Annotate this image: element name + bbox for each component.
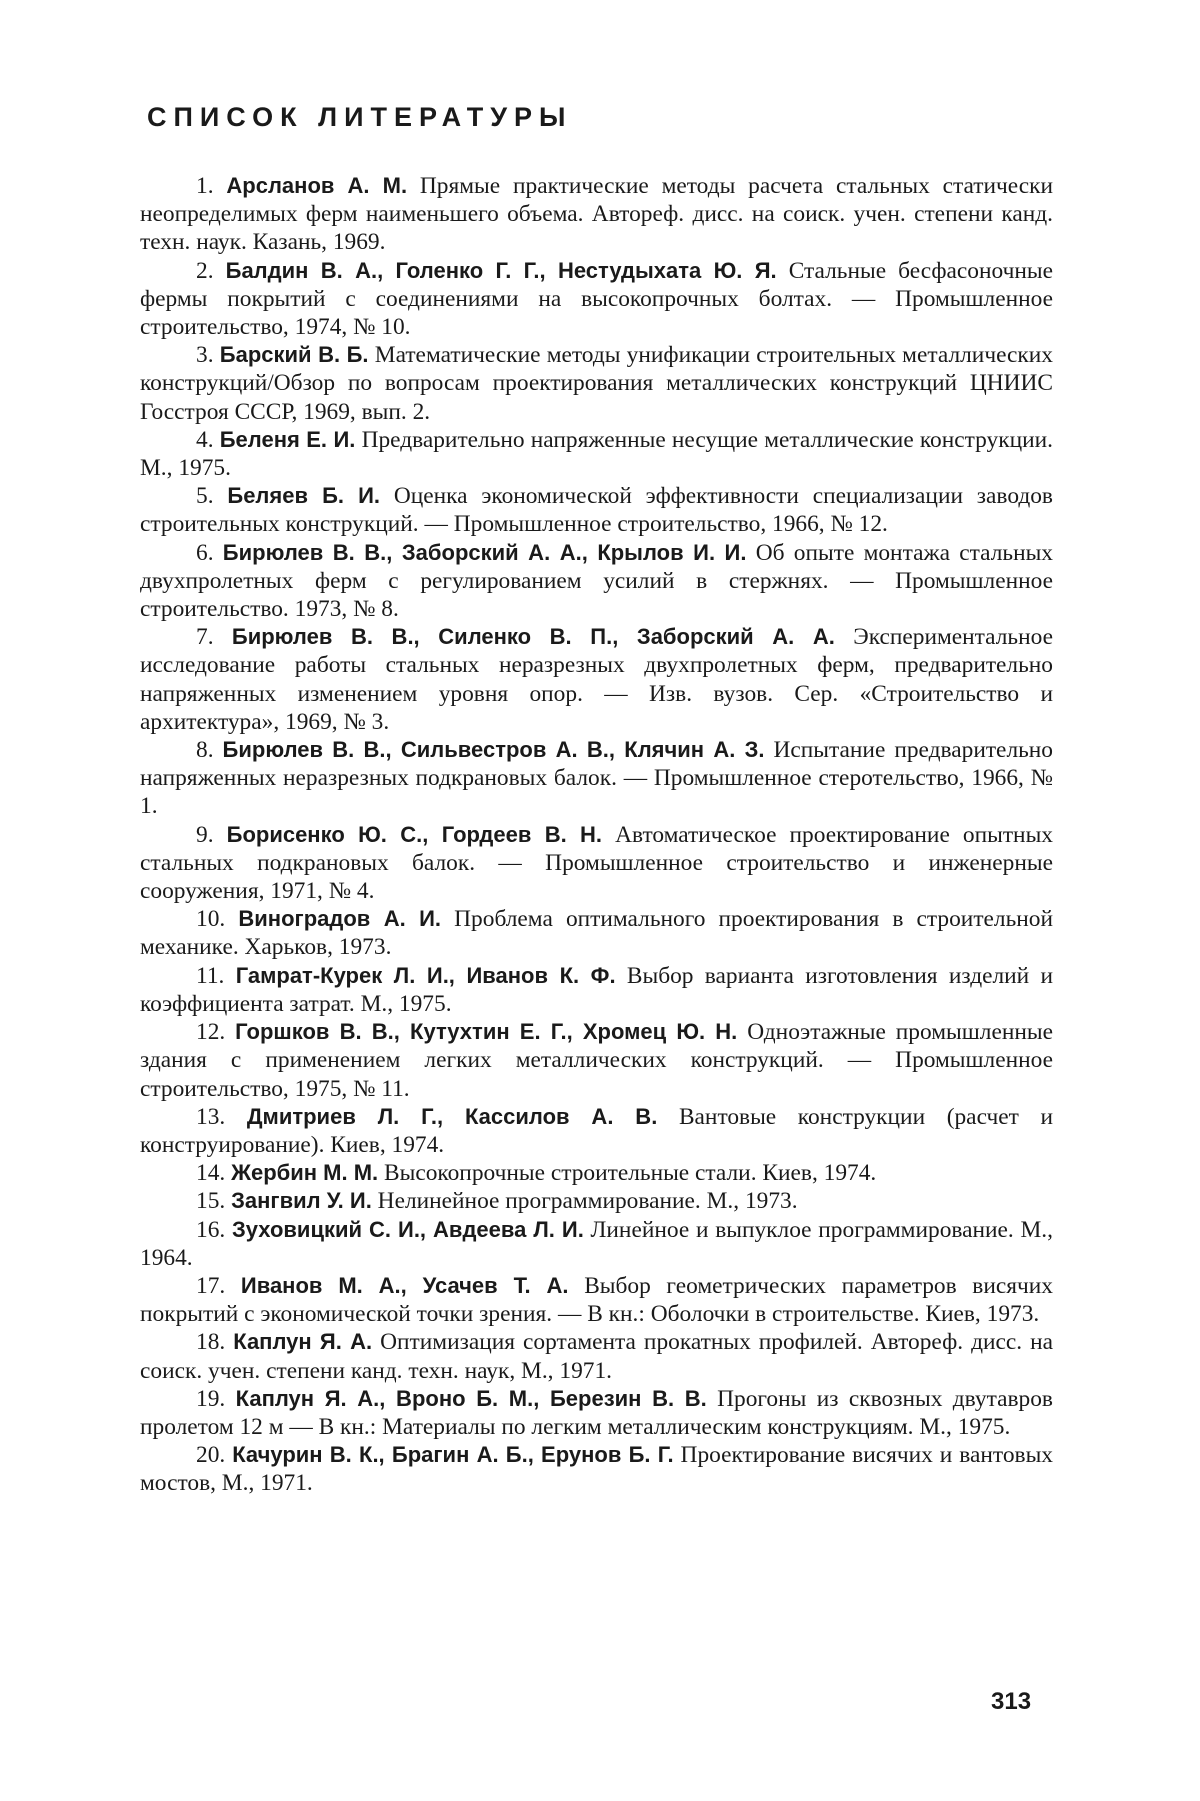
reference-number: 9. xyxy=(196,821,214,848)
reference-item xyxy=(140,1441,1053,1497)
reference-authors: Горшков В. В., Кутухтин Е. Г., Хромец Ю. Н. xyxy=(235,1019,738,1045)
reference-number: 3. xyxy=(196,342,214,369)
reference-number: 13. xyxy=(196,1103,226,1130)
reference-authors: Гамрат-Курек Л. И., Иванов К. Ф. xyxy=(235,962,616,988)
reference-text: Об опыте монтажа стальных двухпролетных ферм с регулированием усилий в стержнях. — Промышленное строительство. 1973, № 8. xyxy=(140,539,1054,623)
reference-authors: Каплун Я. А. xyxy=(233,1329,373,1355)
reference-authors: Зангвил У. И. xyxy=(231,1188,372,1214)
reference-item xyxy=(140,341,1053,426)
reference-number: 6. xyxy=(196,539,214,566)
reference-item xyxy=(140,1018,1053,1103)
reference-item xyxy=(140,1272,1053,1328)
reference-authors: Каплун Я. А., Вроно Б. М., Березин В. В. xyxy=(235,1385,707,1411)
reference-number: 2. xyxy=(196,257,214,284)
reference-authors: Беленя Е. И. xyxy=(219,426,356,452)
reference-number: 16. xyxy=(196,1216,226,1243)
reference-number: 18. xyxy=(196,1329,226,1356)
reference-authors: Барский В. Б. xyxy=(219,342,369,368)
reference-text: Проблема оптимального проектирования в строительной механике. Харьков, 1973. xyxy=(140,906,1053,961)
reference-text: Выбор геометрических параметров висячих покрытий с экономической точки зрения. — В кн.: Оболочки в строительстве. Киев, 1973. xyxy=(140,1272,1053,1328)
reference-authors: Бирюлев В. В., Заборский А. А., Крылов И. И. xyxy=(222,539,747,565)
reference-item xyxy=(140,736,1053,821)
reference-item xyxy=(140,539,1053,624)
reference-number: 4. xyxy=(196,426,214,453)
reference-authors: Борисенко Ю. С., Гордеев В. Н. xyxy=(226,821,603,847)
reference-item xyxy=(140,1187,1053,1215)
reference-item xyxy=(140,426,1053,482)
page-title: СПИСОК ЛИТЕРАТУРЫ xyxy=(147,102,573,132)
reference-number: 5. xyxy=(196,483,214,510)
reference-text: Оценка экономической эффективности специализации заводов строительных конструкций. — Промышленное строительство, 1966, № 12. xyxy=(140,483,1053,538)
reference-number: 11. xyxy=(196,962,225,989)
reference-list xyxy=(140,172,1053,1498)
reference-item xyxy=(140,821,1053,906)
reference-authors: Арсланов А. М. xyxy=(226,173,408,198)
reference-text: Испытание предварительно напряженных неразрезных подкрановых балок. — Промышленное стеротельство, 1966, № 1. xyxy=(140,737,1053,820)
reference-text: Экспериментальное исследование работы стальных неразрезных двухпролетных ферм, предварительно напряженных изменением уровня опор. — Изв. вузов. Сер. «Строительство и архитектура», 1969, № 3. xyxy=(140,624,1053,735)
reference-text: Оптимизация сортамента прокатных профилей. Автореф. дисс. на соиск. учен. степени канд. техн. наук, М., 1971. xyxy=(140,1329,1053,1384)
reference-item xyxy=(140,1385,1053,1441)
reference-text: Выбор варианта изготовления изделий и коэффициента затрат. М., 1975. xyxy=(140,962,1054,1017)
reference-authors: Иванов М. А., Усачев Т. А. xyxy=(240,1272,569,1298)
reference-number: 8. xyxy=(196,737,214,764)
reference-item xyxy=(140,623,1053,736)
reference-item xyxy=(140,1159,1053,1187)
reference-item xyxy=(140,1216,1053,1272)
reference-item xyxy=(140,257,1053,342)
reference-authors: Зуховицкий С. И., Авдеева Л. И. xyxy=(231,1216,584,1242)
reference-text: Стальные бесфасоночные фермы покрытий с соединениями на высокопрочных болтах. — Промышленное строительство, 1974, № 10. xyxy=(140,257,1053,341)
reference-authors: Дмитриев Л. Г., Кассилов А. В. xyxy=(246,1103,658,1129)
reference-text: Прогоны из сквозных двутавров пролетом 12 м — В кн.: Материалы по легким металлическим конструкциям. М., 1975. xyxy=(140,1385,1053,1440)
reference-item xyxy=(140,1328,1053,1384)
reference-text: Математические методы унификации строительных металлических конструкций/Обзор по вопросам проектирования металлических конструкций ЦНИИС Госстроя СССР, 1969, вып. 2. xyxy=(140,342,1054,425)
reference-number: 7. xyxy=(196,624,214,651)
reference-number: 20. xyxy=(196,1442,226,1469)
reference-item xyxy=(140,962,1053,1018)
reference-item xyxy=(140,1103,1053,1159)
reference-text: Проектирование висячих и вантовых мостов, М., 1971. xyxy=(140,1442,1053,1497)
reference-number: 14. xyxy=(196,1160,226,1187)
reference-number: 19. xyxy=(196,1385,226,1412)
reference-text: Линейное и выпуклое программирование. М., 1964. xyxy=(140,1216,1053,1271)
reference-text: Автоматическое проектирование опытных стальных подкрановых балок. — Промышленное строительство и инженерные сооружения, 1971, № 4. xyxy=(140,821,1053,905)
reference-number: 1. xyxy=(196,173,214,199)
reference-number: 17. xyxy=(196,1272,226,1299)
reference-text: Высокопрочные строительные стали. Киев, 1974. xyxy=(384,1160,877,1187)
reference-authors: Виноградов А. И. xyxy=(238,906,442,932)
reference-authors: Беляев Б. И. xyxy=(227,483,381,509)
reference-authors: Балдин В. А., Голенко Г. Г., Нестудыхата Ю. Я. xyxy=(225,257,777,283)
reference-number: 10. xyxy=(196,906,226,933)
reference-number: 15. xyxy=(196,1188,226,1215)
reference-authors: Качурин В. К., Брагин А. Б., Ерунов Б. Г. xyxy=(232,1442,674,1468)
reference-text: Предварительно напряженные несущие металлические конструкции. М., 1975. xyxy=(140,426,1053,482)
reference-authors: Жербин М. М. xyxy=(231,1160,379,1186)
reference-text: Одноэтажные промышленные здания с применением легких металлических конструкций. — Промышленное строительство, 1975, № 11. xyxy=(140,1019,1053,1102)
reference-number: 12. xyxy=(196,1019,226,1046)
reference-text: Вантовые конструкции (расчет и конструирование). Киев, 1974. xyxy=(140,1103,1053,1158)
page-number: 313 xyxy=(991,1688,1032,1715)
reference-text: Нелинейное программирование. М., 1973. xyxy=(377,1188,798,1215)
reference-authors: Бирюлев В. В., Сильвестров А. В., Клячин А. З. xyxy=(222,737,765,763)
reference-text: Прямые практические методы расчета стальных статически неопределимых ферм наименьшего объема. Автореф. дисс. на соиск. учен. степени канд. техн. наук. Казань, 1969. xyxy=(140,173,1053,256)
reference-item xyxy=(140,905,1053,961)
reference-item xyxy=(140,482,1053,538)
reference-authors: Бирюлев В. В., Силенко В. П., Заборский А. А. xyxy=(231,624,835,650)
reference-item xyxy=(140,172,1053,257)
